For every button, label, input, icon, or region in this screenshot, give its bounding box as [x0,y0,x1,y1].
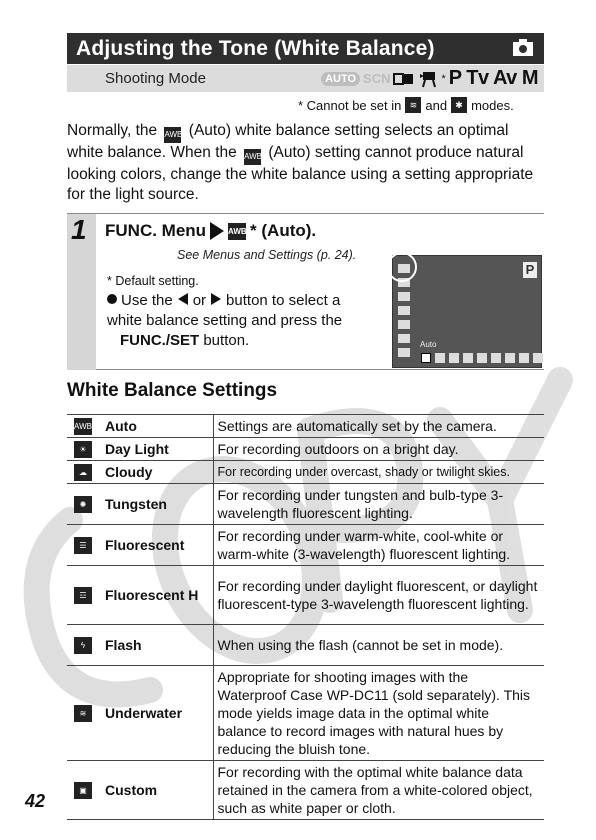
step-title-func: FUNC. Menu [105,221,207,240]
setting-name: Flash [99,625,213,666]
cannot-set-suffix: modes. [471,97,514,113]
awb-icon: AWB [164,127,181,143]
step-1-box [67,213,544,370]
cannot-set-and: and [425,97,448,113]
table-row [67,525,544,566]
table-row [67,461,544,484]
setting-name: Custom [99,761,213,820]
page-title-text: Adjusting the Tone (White Balance) [76,37,435,60]
step-number-column [67,214,96,370]
underwater-icon: ≋ [74,705,92,722]
setting-description: For recording outdoors on a bright day. [213,438,544,461]
arrow-right-icon [210,222,224,240]
table-row [67,761,544,820]
setting-description: For recording with the optimal white balance data retained in the camera from a white-colored object, such as white paper or cloth. [213,761,544,820]
setting-description: When using the flash (cannot be set in mode). [213,625,544,666]
setting-name: Fluorescent [99,525,213,566]
instruction-end: button. [203,332,250,349]
bullet-icon [107,294,117,304]
custom-icon: ▣ [74,782,92,799]
cannot-set-note [298,97,514,113]
step-title-auto: * (Auto). [250,221,317,240]
step-number: 1 [71,214,87,245]
left-arrow-icon [178,293,188,305]
setting-description: Settings are automatically set by the camera. [213,415,544,438]
underwater-scene-icon: ≋ [405,97,421,113]
right-arrow-icon [211,293,221,305]
table-row [67,625,544,666]
lcd-screen-image [392,255,542,368]
daylight-icon: ☀ [74,441,92,458]
movie-mode-icon [418,70,438,88]
fluorescent-icon: ☰ [74,537,92,554]
setting-description: For recording under daylight fluorescent, or daylight fluorescent-type 3-wavelength fluorescent lighting. [213,566,544,625]
white-balance-table [67,414,544,820]
flash-icon: ϟ [74,637,92,654]
setting-description: Appropriate for shooting images with the Waterproof Case WP-DC11 (sold separately). This mode yields image data in the optimal white balance to record images with natural hues by reducing the bluish tone. [213,666,544,761]
camera-icon [512,39,534,57]
table-row [67,438,544,461]
setting-name: Underwater [99,666,213,761]
intro-part-3: (Auto) setting cannot produce natural looking colors, change the white balance using a setting appropriate for the light source. [67,144,534,203]
setting-description: For recording under overcast, shady or twilight skies. [213,461,544,484]
cloudy-icon: ☁ [74,464,92,481]
awb-icon: AWB [228,223,246,240]
setting-name: Fluorescent H [99,566,213,625]
shooting-mode-label: Shooting Mode [105,70,206,87]
setting-name: Day Light [99,438,213,461]
lcd-wb-icon-row [421,353,543,363]
page-number: 42 [25,791,46,811]
lcd-p-mode: P [523,262,537,278]
awb-icon: AWB [74,418,92,435]
table-row [67,484,544,525]
setting-description: For recording under tungsten and bulb-type 3-wavelength fluorescent lighting. [213,484,544,525]
instruction-rest: button to select a white balance setting and press the [107,292,343,329]
lcd-auto-label: Auto [420,340,437,349]
stitch-assist-icon [393,70,415,88]
instruction-or: or [192,292,207,309]
see-reference: See Menus and Settings (p. 24). [177,248,357,262]
setting-name: Auto [99,415,213,438]
setting-name: Cloudy [99,461,213,484]
table-row [67,666,544,761]
setting-description: For recording under warm-white, cool-white or warm-white (3-wavelength) fluorescent lighting. [213,525,544,566]
step-instruction [107,291,377,351]
shooting-mode-bar [67,65,544,92]
scn-mode-icon: SCN [363,71,391,86]
pasm-modes: P Tv Av M [448,67,538,89]
auto-mode-icon: AUTO [321,72,360,86]
intro-part-1: Normally, the [67,122,158,139]
cannot-set-prefix: * Cannot be set in [298,97,402,113]
table-row [67,566,544,625]
step-title [105,221,316,241]
func-set-button-label: FUNC./SET [120,332,200,349]
tungsten-icon: ✺ [74,496,92,513]
setting-name: Tungsten [99,484,213,525]
lcd-highlight-circle [387,252,417,282]
asterisk-mark: * [441,72,446,85]
intro-part-2: (Auto) white balance setting selects an optimal white balance. When the [67,122,509,161]
fluorescent-h-icon: ☲ [74,587,92,604]
awb-icon: AWB [244,149,261,165]
table-row [67,415,544,438]
page-title [67,33,544,64]
snow-scene-icon: ✱ [451,97,467,113]
intro-paragraph [67,121,547,205]
default-setting-note: * Default setting. [107,274,199,288]
shooting-mode-icons [321,67,538,90]
section-title: White Balance Settings [67,380,278,401]
instruction-use: Use the [121,292,173,309]
